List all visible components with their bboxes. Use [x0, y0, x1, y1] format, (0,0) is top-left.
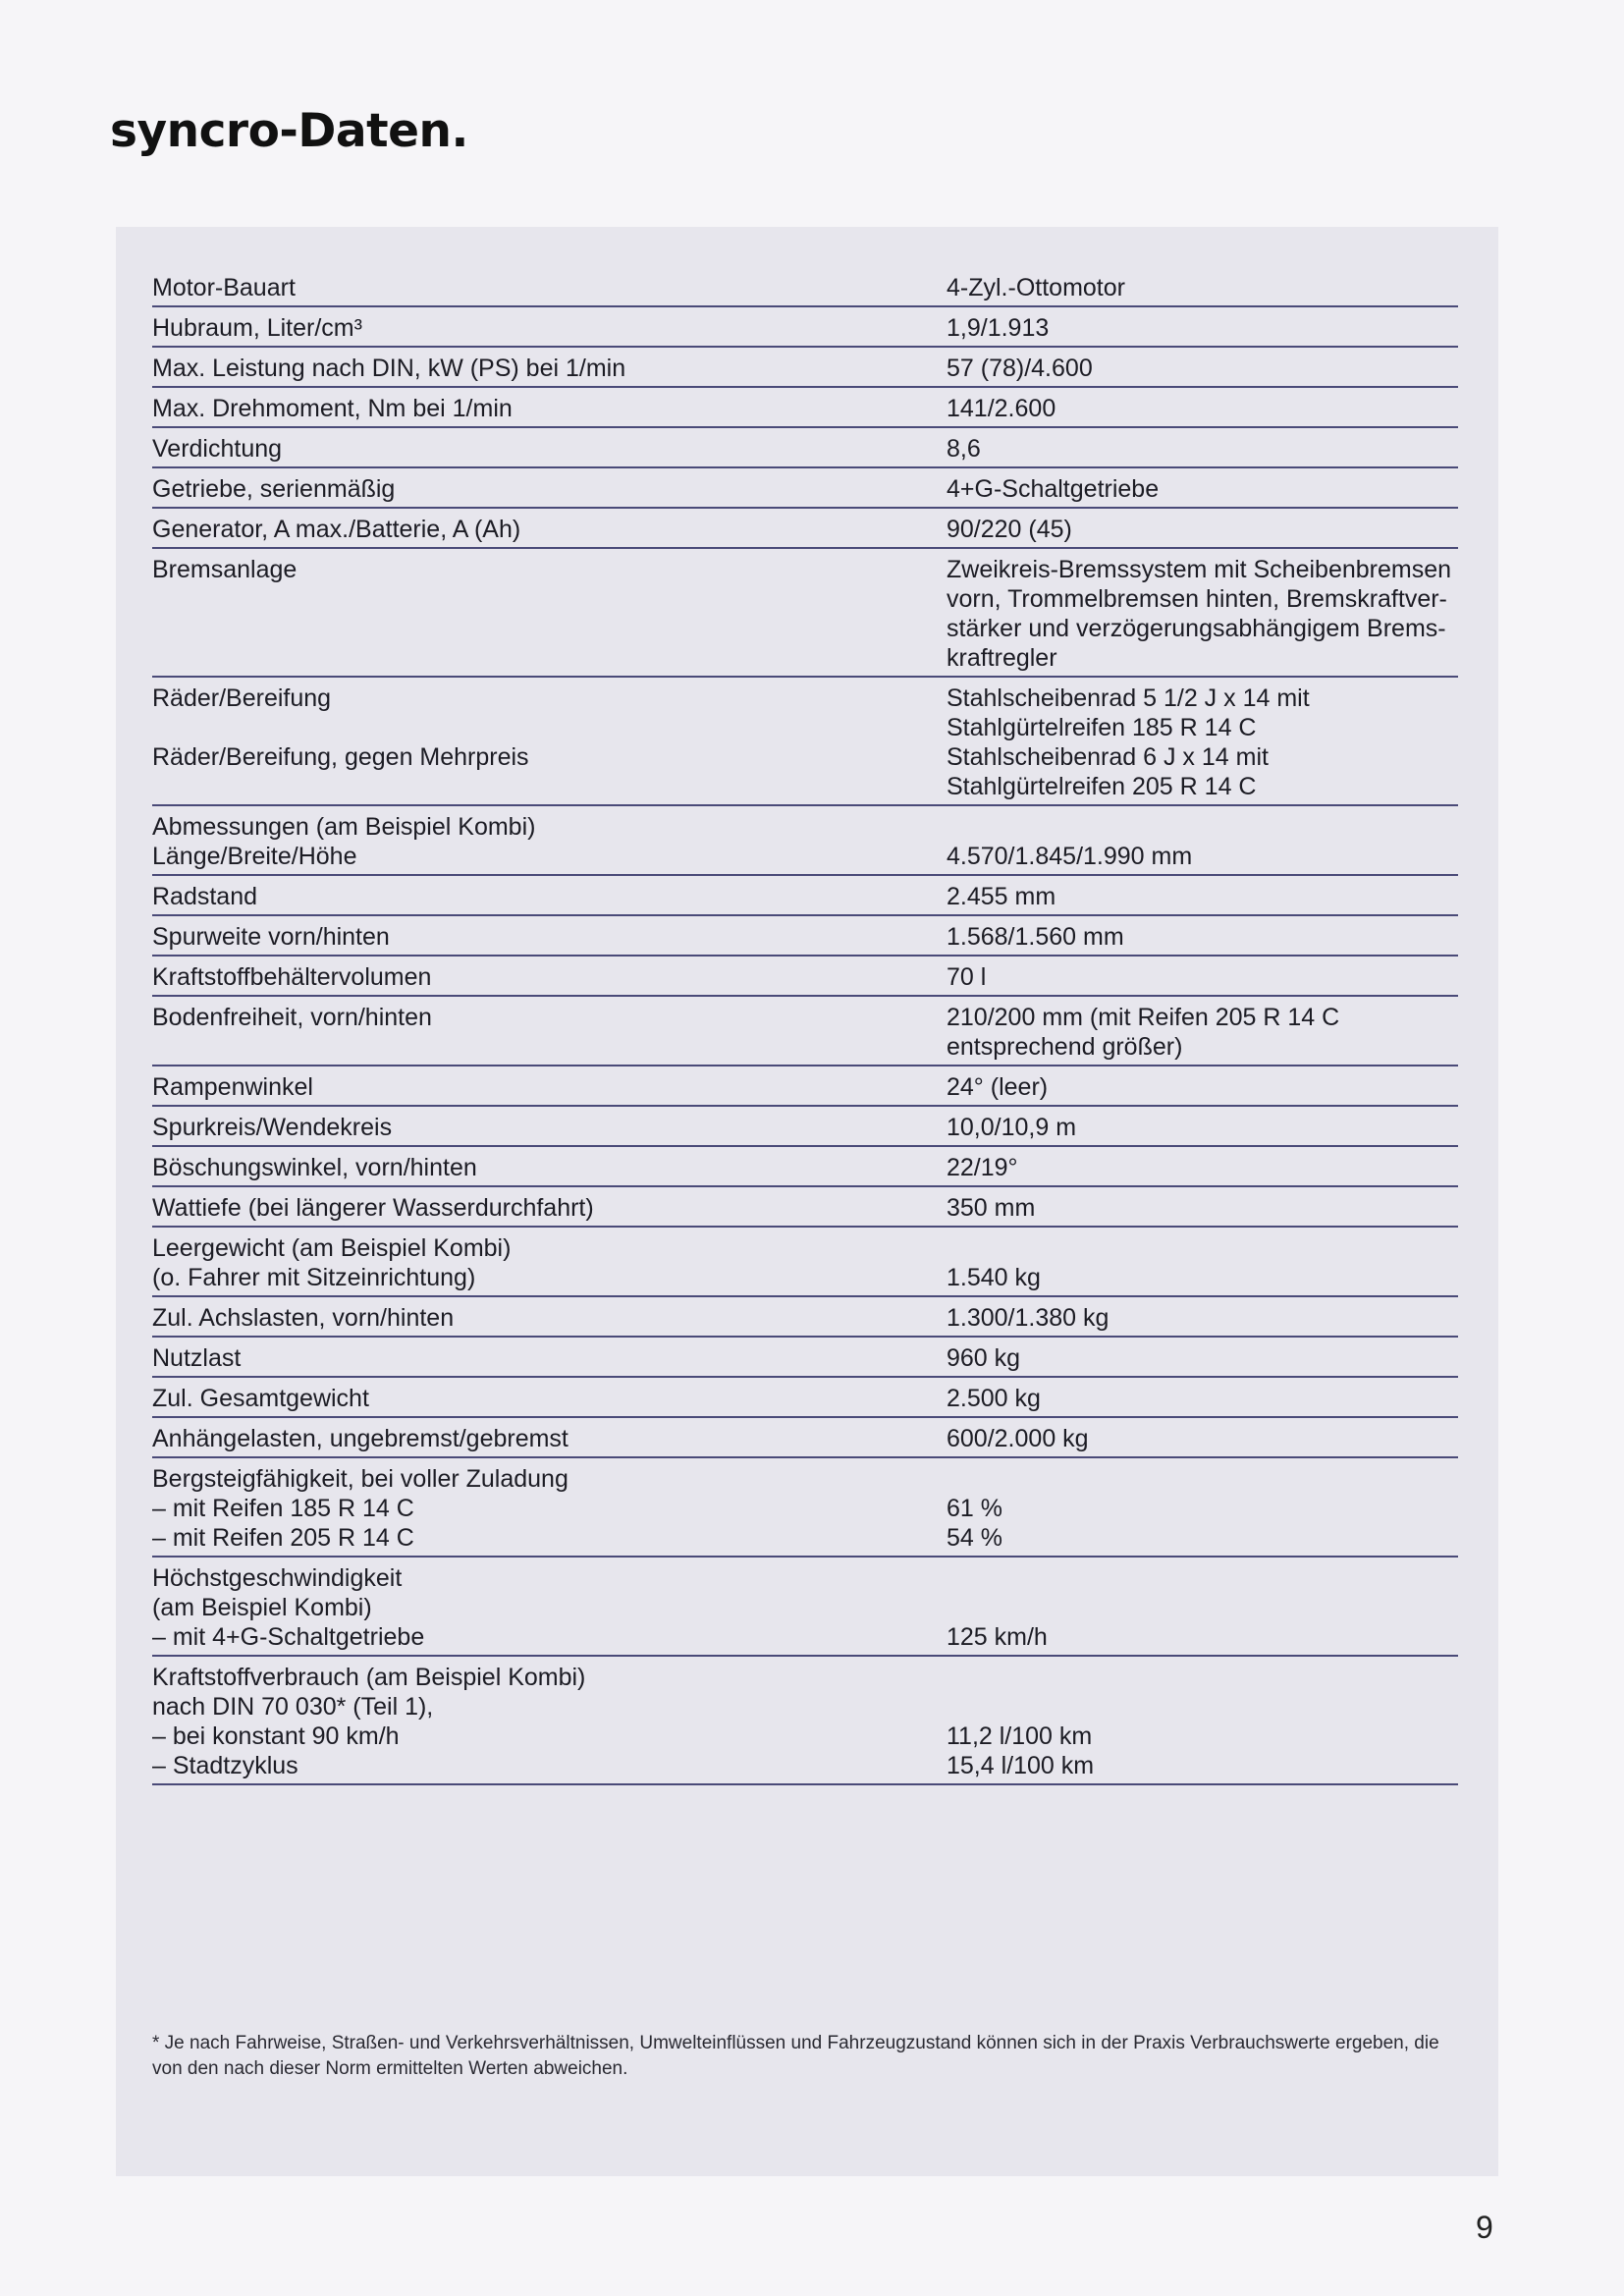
spec-value-line: vorn, Trommelbremsen hinten, Bremskraftver- [947, 585, 1447, 613]
spec-label [152, 352, 947, 383]
spec-value-line: 960 kg [947, 1344, 1021, 1372]
spec-table [152, 267, 1458, 1785]
spec-row [152, 1147, 1458, 1187]
spec-row [152, 806, 1458, 876]
spec-value [947, 1070, 1458, 1102]
spec-value [947, 1151, 1458, 1182]
spec-value [947, 392, 1458, 423]
spec-label-line: Kraftstoffbehältervolumen [152, 963, 432, 991]
spec-label-line: Spurweite vorn/hinten [152, 923, 390, 951]
page-title: syncro-Daten. [110, 104, 468, 158]
spec-value [947, 472, 1458, 504]
spec-value-line: 350 mm [947, 1194, 1036, 1222]
spec-label-line: Bremsanlage [152, 556, 298, 583]
spec-label-line: Anhängelasten, ungebremst/gebremst [152, 1425, 568, 1452]
spec-value [947, 513, 1458, 544]
spec-value [947, 553, 1458, 673]
spec-row [152, 468, 1458, 509]
spec-label-line: Böschungswinkel, vorn/hinten [152, 1154, 477, 1181]
spec-row [152, 549, 1458, 678]
spec-label-line: Max. Leistung nach DIN, kW (PS) bei 1/min [152, 355, 626, 382]
spec-value-line: 22/19° [947, 1154, 1018, 1181]
spec-row [152, 1378, 1458, 1418]
spec-label [152, 1661, 947, 1780]
spec-value-line: stärker und verzögerungsabhängigem Brems- [947, 615, 1446, 642]
spec-label-line: Radstand [152, 883, 258, 910]
spec-value-line: Stahlgürtelreifen 205 R 14 C [947, 773, 1257, 800]
spec-label-line: Bergsteigfähigkeit, bei voller Zuladung [152, 1465, 568, 1493]
spec-row [152, 307, 1458, 348]
spec-value-line: Stahlscheibenrad 5 1/2 J x 14 mit [947, 684, 1310, 712]
spec-value [947, 1001, 1458, 1062]
spec-label-line [152, 713, 947, 742]
spec-value-line: Stahlscheibenrad 6 J x 14 mit [947, 743, 1269, 771]
spec-value-line: 8,6 [947, 435, 981, 463]
spec-value-line: 1,9/1.913 [947, 314, 1050, 342]
spec-row [152, 1458, 1458, 1558]
spec-value [947, 1111, 1458, 1142]
spec-value [947, 880, 1458, 911]
spec-value-line: 210/200 mm (mit Reifen 205 R 14 C [947, 1004, 1340, 1031]
spec-value-line: 1.300/1.380 kg [947, 1304, 1110, 1332]
spec-row [152, 876, 1458, 916]
spec-value [947, 1301, 1458, 1333]
spec-value [947, 920, 1458, 952]
spec-value-line: kraftregler [947, 644, 1057, 672]
spec-label-line: Zul. Gesamtgewicht [152, 1385, 369, 1412]
spec-label [152, 1341, 947, 1373]
spec-value-line: 54 % [947, 1524, 1002, 1552]
spec-row [152, 509, 1458, 549]
spec-label [152, 1191, 947, 1223]
spec-label [152, 1231, 947, 1292]
spec-label-line: Max. Drehmoment, Nm bei 1/min [152, 395, 513, 422]
spec-value-line: 15,4 l/100 km [947, 1752, 1095, 1779]
spec-label [152, 1151, 947, 1182]
spec-label [152, 1561, 947, 1652]
footnote: * Je nach Fahrweise, Straßen- und Verkehrsverhältnissen, Umwelteinflüssen und Fahrzeugzustand können sich in der Praxis Verbrauchswerte ergeben, die von den nach dieser Norm ermittelten Werten abweichen. [152, 2033, 1439, 2079]
spec-label [152, 1301, 947, 1333]
spec-label-line: Rampenwinkel [152, 1073, 313, 1101]
spec-label [152, 920, 947, 952]
spec-value [947, 271, 1458, 302]
spec-row [152, 1107, 1458, 1147]
spec-value [947, 1191, 1458, 1223]
spec-row [152, 1558, 1458, 1657]
spec-value-line: Stahlgürtelreifen 185 R 14 C [947, 714, 1257, 741]
spec-label [152, 1382, 947, 1413]
spec-value-line: 57 (78)/4.600 [947, 355, 1093, 382]
spec-label-line: Wattiefe (bei längerer Wasserdurchfahrt) [152, 1194, 594, 1222]
spec-label-line: – mit Reifen 185 R 14 C [152, 1495, 414, 1522]
spec-label-line: Länge/Breite/Höhe [152, 843, 357, 870]
spec-row [152, 388, 1458, 428]
spec-value-line: 1.540 kg [947, 1264, 1041, 1291]
spec-value-line: 10,0/10,9 m [947, 1114, 1077, 1141]
spec-value-line: 24° (leer) [947, 1073, 1049, 1101]
spec-label [152, 880, 947, 911]
spec-row [152, 957, 1458, 997]
spec-label-line: Abmessungen (am Beispiel Kombi) [152, 813, 536, 841]
spec-row [152, 1297, 1458, 1338]
spec-label-line: Motor-Bauart [152, 274, 296, 301]
spec-label-line: nach DIN 70 030* (Teil 1), [152, 1693, 434, 1721]
spec-label [152, 810, 947, 871]
spec-value [947, 1561, 1458, 1652]
spec-label [152, 271, 947, 302]
spec-value-line: 4.570/1.845/1.990 mm [947, 843, 1193, 870]
spec-value-line: 11,2 l/100 km [947, 1722, 1093, 1750]
spec-value [947, 432, 1458, 464]
spec-value [947, 960, 1458, 992]
spec-label-line: Generator, A max./Batterie, A (Ah) [152, 516, 521, 543]
spec-value [947, 1462, 1458, 1553]
spec-label-line: Verdichtung [152, 435, 283, 463]
spec-label [152, 1111, 947, 1142]
spec-row [152, 1657, 1458, 1785]
spec-value [947, 682, 1458, 801]
spec-label-line: Spurkreis/Wendekreis [152, 1114, 393, 1141]
spec-label [152, 1462, 947, 1553]
spec-value-line: 90/220 (45) [947, 516, 1072, 543]
spec-value [947, 1231, 1458, 1292]
spec-row [152, 348, 1458, 388]
spec-value-line: entsprechend größer) [947, 1033, 1183, 1061]
spec-label-line: (o. Fahrer mit Sitzeinrichtung) [152, 1264, 476, 1291]
spec-row [152, 997, 1458, 1066]
spec-value-line: 125 km/h [947, 1623, 1048, 1651]
spec-value-line: 4-Zyl.-Ottomotor [947, 274, 1125, 301]
spec-value-line: 70 l [947, 963, 987, 991]
spec-label-line: Höchstgeschwindigkeit [152, 1564, 403, 1592]
spec-row [152, 1066, 1458, 1107]
spec-label-line: – mit 4+G-Schaltgetriebe [152, 1623, 425, 1651]
spec-row [152, 1418, 1458, 1458]
spec-row [152, 428, 1458, 468]
spec-label [152, 392, 947, 423]
spec-label [152, 432, 947, 464]
spec-value [947, 1661, 1458, 1780]
spec-label-line: Räder/Bereifung [152, 684, 332, 712]
page-number: 9 [1476, 2210, 1493, 2245]
spec-label [152, 311, 947, 343]
spec-value-line: 1.568/1.560 mm [947, 923, 1124, 951]
spec-row [152, 267, 1458, 307]
spec-label-line: Kraftstoffverbrauch (am Beispiel Kombi) [152, 1664, 586, 1691]
spec-label-line: Räder/Bereifung, gegen Mehrpreis [152, 743, 529, 771]
spec-value-line: 141/2.600 [947, 395, 1056, 422]
spec-value-line: 4+G-Schaltgetriebe [947, 475, 1160, 503]
spec-row [152, 916, 1458, 957]
spec-row [152, 1338, 1458, 1378]
spec-label [152, 553, 947, 673]
spec-label [152, 472, 947, 504]
spec-label [152, 1422, 947, 1453]
spec-value [947, 352, 1458, 383]
spec-label [152, 513, 947, 544]
spec-label [152, 1070, 947, 1102]
spec-label-line: Hubraum, Liter/cm³ [152, 314, 362, 342]
spec-value-line: Zweikreis-Bremssystem mit Scheibenbremsen [947, 556, 1452, 583]
spec-label-line: Zul. Achslasten, vorn/hinten [152, 1304, 455, 1332]
spec-row [152, 678, 1458, 806]
spec-label [152, 682, 947, 801]
spec-label-line: Bodenfreiheit, vorn/hinten [152, 1004, 432, 1031]
spec-label [152, 960, 947, 992]
spec-value-line: 600/2.000 kg [947, 1425, 1089, 1452]
spec-row [152, 1228, 1458, 1297]
spec-label-line: (am Beispiel Kombi) [152, 1594, 372, 1621]
spec-value-line: 61 % [947, 1495, 1002, 1522]
spec-label-line: Leergewicht (am Beispiel Kombi) [152, 1234, 512, 1262]
spec-label-line: – mit Reifen 205 R 14 C [152, 1524, 414, 1552]
spec-label [152, 1001, 947, 1062]
spec-value [947, 1382, 1458, 1413]
spec-label-line: – bei konstant 90 km/h [152, 1722, 400, 1750]
spec-label-line: – Stadtzyklus [152, 1752, 298, 1779]
spec-value [947, 810, 1458, 871]
spec-value [947, 1341, 1458, 1373]
spec-value-line: 2.455 mm [947, 883, 1056, 910]
spec-row [152, 1187, 1458, 1228]
spec-label-line: Getriebe, serienmäßig [152, 475, 396, 503]
spec-label-line: Nutzlast [152, 1344, 242, 1372]
spec-value [947, 311, 1458, 343]
spec-value-line: 2.500 kg [947, 1385, 1041, 1412]
spec-value [947, 1422, 1458, 1453]
